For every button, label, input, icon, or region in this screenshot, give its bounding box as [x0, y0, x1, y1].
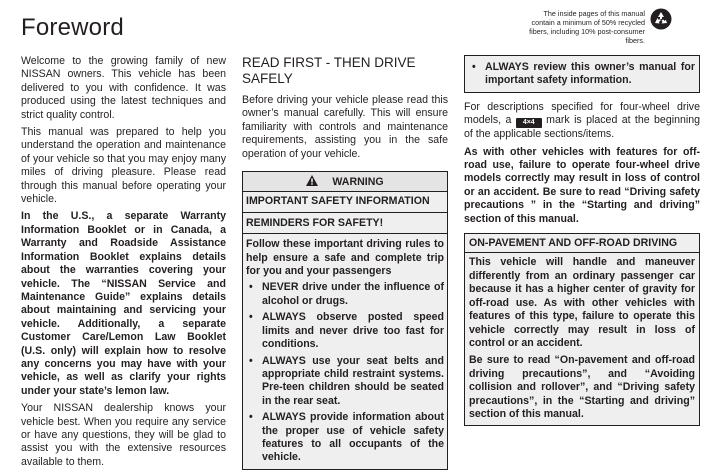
off-road-caution-paragraph: As with other vehicles with features for off-road use, failure to operate four-wheel drive models correctly may result in loss of control or an accident. Be sure to read “Driving safety precautions ” in the “Starting and driving” section of this manual. [464, 145, 700, 225]
welcome-paragraph: Welcome to the growing family of new NISSAN owners. This vehicle has been delivered to you with confidence. It was produced using the latest techniques and strict quality control. [21, 55, 226, 121]
column-3 [464, 55, 700, 426]
read-first-paragraph: Before driving your vehicle please read this owner’s manual carefully. This will ensure familiarity with controls and maintenance requirements, assisting you in the safe operation of your vehicle. [242, 94, 448, 160]
warning-header [243, 172, 447, 192]
manual-purpose-paragraph: This manual was prepared to help you understand the operation and maintenance of your vehicle so that you may enjoy many miles of driving pleasure. Please read through this manual before operating your vehicle. [21, 126, 226, 206]
read-first-heading: READ FIRST - THEN DRIVE SAFELY [242, 55, 416, 86]
warning-box [242, 171, 448, 470]
warning-line-1: IMPORTANT SAFETY INFORMATION [243, 195, 447, 212]
recycled-fibers-note: The inside pages of this manual contain a minimum of 50% recycled fibers, including 10% post-consumer fibers. [529, 9, 645, 45]
four-wheel-drive-text-after: mark is placed at the beginning of the applicable sections/items. [464, 114, 700, 141]
review-manual-bullet: • ALWAYS review this owner’s manual for important safety information. [469, 61, 695, 88]
page-title: Foreword [21, 14, 124, 41]
warranty-paragraph: In the U.S., a separate Warranty Information Booklet or in Canada, a Warranty and Roadside Assistance Information Booklet explains details about the warranties covering your vehicle. The “NISSAN Service and Maintenance Guide” explains details about maintaining and servicing your vehicle. Additionally, a separate Customer Care/Lemon Law Booklet (U.S. only) will explain how to resolve any concerns you may have with your vehicle, as well as clarify your rights under your state’s lemon law. [21, 210, 226, 397]
four-by-four-badge-icon: 4×4 [516, 118, 542, 128]
four-wheel-drive-text-before: For descriptions specified for four-wheel drive models, a [464, 100, 700, 127]
column-2 [242, 55, 448, 470]
four-wheel-drive-paragraph [464, 101, 700, 142]
warning-triangle-icon [306, 175, 318, 186]
warning-line-2: REMINDERS FOR SAFETY! [243, 217, 447, 234]
on-pavement-box [464, 233, 700, 426]
warning-body [243, 192, 447, 468]
review-manual-box [464, 55, 700, 93]
column-1 [21, 55, 226, 473]
warning-bullet: • ALWAYS provide information about the proper use of vehicle safety features to all occupants of the vehicle. [246, 411, 444, 465]
dealership-paragraph: Your NISSAN dealership knows your vehicle best. When you require any service or have any questions, they will be glad to assist you with the extensive resources available to them. [21, 402, 226, 468]
warning-bullet: • NEVER drive under the influence of alcohol or drugs. [246, 281, 444, 308]
warning-bullet: • ALWAYS use your seat belts and appropriate child restraint systems. Pre-teen children should be seated in the rear seat. [246, 355, 444, 409]
warning-label: WARNING [332, 176, 384, 189]
warning-bullet-list [246, 281, 444, 464]
on-pavement-heading: ON-PAVEMENT AND OFF-ROAD DRIVING [465, 234, 699, 253]
warning-bullet: • ALWAYS observe posted speed limits and never drive too fast for conditions. [246, 311, 444, 351]
warning-line-3: Follow these important driving rules to help ensure a safe and complete trip for you and your passengers [246, 238, 444, 278]
on-pavement-body [465, 253, 699, 425]
on-pavement-paragraph-2: Be sure to read “On-pavement and off-road driving precautions”, and “Avoiding collision and rollover”, and “Driving safety precautions”, in the “Starting and driving” section of this manual. [469, 354, 695, 420]
on-pavement-paragraph-1: This vehicle will handle and maneuver differently from an ordinary passenger car because it has a higher center of gravity for off-road use. As with other vehicles with features of this type, failure to operate this vehicle correctly may result in loss of control or an accident. [469, 256, 695, 349]
recycle-icon [650, 8, 672, 30]
